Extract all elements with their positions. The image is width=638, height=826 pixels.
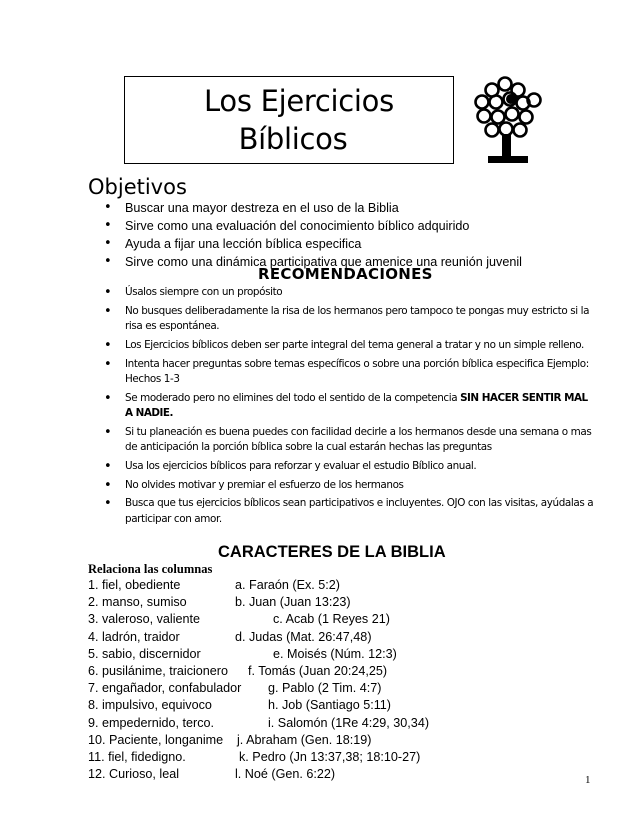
- list-item: • Intenta hacer preguntas sobre temas específicos o sobre una porción bíblica especifica Ejemplo: Hechos 1-3: [88, 357, 596, 388]
- list-item: • Sirve como una evaluación del conocimiento bíblico adquirido: [88, 217, 608, 235]
- page-title-line-2: Bíblicos: [238, 122, 348, 156]
- list-item: • Buscar una mayor destreza en el uso de la Biblia: [88, 199, 608, 217]
- tree-icon: [470, 72, 550, 168]
- caracteres-heading: CARACTERES DE LA BIBLIA: [218, 543, 446, 561]
- table-row: 10. Paciente, longanime j. Abraham (Gen. 18:19): [88, 732, 372, 747]
- recomendaciones-list: [88, 285, 596, 530]
- caracteres-subheading: Relaciona las columnas: [88, 562, 213, 576]
- list-item: • Se moderado pero no elimines del todo el sentido de la competencia SIN HACER SENTIR MAL A NADIE.: [88, 391, 596, 422]
- objetivos-heading: Objetivos: [88, 175, 187, 199]
- list-item: • Usa los ejercicios bíblicos para reforzar y evaluar el estudio Bíblico anual.: [88, 459, 596, 474]
- table-row: 1. fiel, obediente a. Faraón (Ex. 5:2): [88, 578, 340, 592]
- list-item: • Sirve como una dinámica participativa que amenice una reunión juvenil: [88, 253, 608, 271]
- recomendaciones-heading: RECOMENDACIONES: [258, 265, 433, 283]
- table-row: 5. sabio, discernidor e. Moisés (Núm. 12:3): [88, 646, 397, 661]
- page-number: 1: [585, 774, 591, 786]
- title-box: [124, 76, 454, 164]
- table-row: 9. empedernido, terco. i. Salomón (1Re 4:29, 30,34): [88, 715, 430, 730]
- list-item: • Úsalos siempre con un propósito: [88, 285, 596, 300]
- table-row: 6. pusilánime, traicionero f. Tomás (Juan 20:24,25): [88, 663, 388, 678]
- list-item: • Los Ejercicios bíblicos deben ser parte integral del tema general a tratar y no un simple relleno.: [88, 338, 596, 353]
- table-row: 8. impulsivo, equivoco h. Job (Santiago 5:11): [88, 698, 391, 713]
- table-row: 3. valeroso, valiente c. Acab (1 Reyes 21): [88, 612, 390, 627]
- objetivos-list: [88, 199, 608, 271]
- table-row: 2. manso, sumiso b. Juan (Juan 13:23): [88, 595, 351, 610]
- list-item: • Si tu planeación es buena puedes con facilidad decirle a los hermanos desde una semana o mas de anticipación la porción bíblica sobre la cual estarán hechas las preguntas: [88, 425, 596, 456]
- match-table: [88, 577, 568, 783]
- page-title-line-1: Los Ejercicios: [204, 84, 394, 118]
- list-item: • No olvides motivar y premiar el esfuerzo de los hermanos: [88, 478, 596, 493]
- list-item: • Ayuda a fijar una lección bíblica especifica: [88, 235, 608, 253]
- list-item: • No busques deliberadamente la risa de los hermanos pero tampoco te pongas muy estricto si la risa es espontánea.: [88, 304, 596, 335]
- table-row: 12. Curioso, leal l. Noé (Gen. 6:22): [88, 767, 336, 782]
- list-item: • Busca que tus ejercicios bíblicos sean participativos e incluyentes. OJO con las visitas, ayúdalas a participar con amor.: [88, 496, 596, 527]
- table-row: 7. engañador, confabulador g. Pablo (2 Tim. 4:7): [88, 681, 382, 696]
- emphasis-text: SIN HACER SENTIR MAL A NADIE.: [125, 391, 588, 420]
- table-row: 4. ladrón, traidor d. Judas (Mat. 26:47,48): [88, 629, 372, 644]
- table-row: 11. fiel, fidedigno. k. Pedro (Jn 13:37,38; 18:10-27): [88, 749, 421, 764]
